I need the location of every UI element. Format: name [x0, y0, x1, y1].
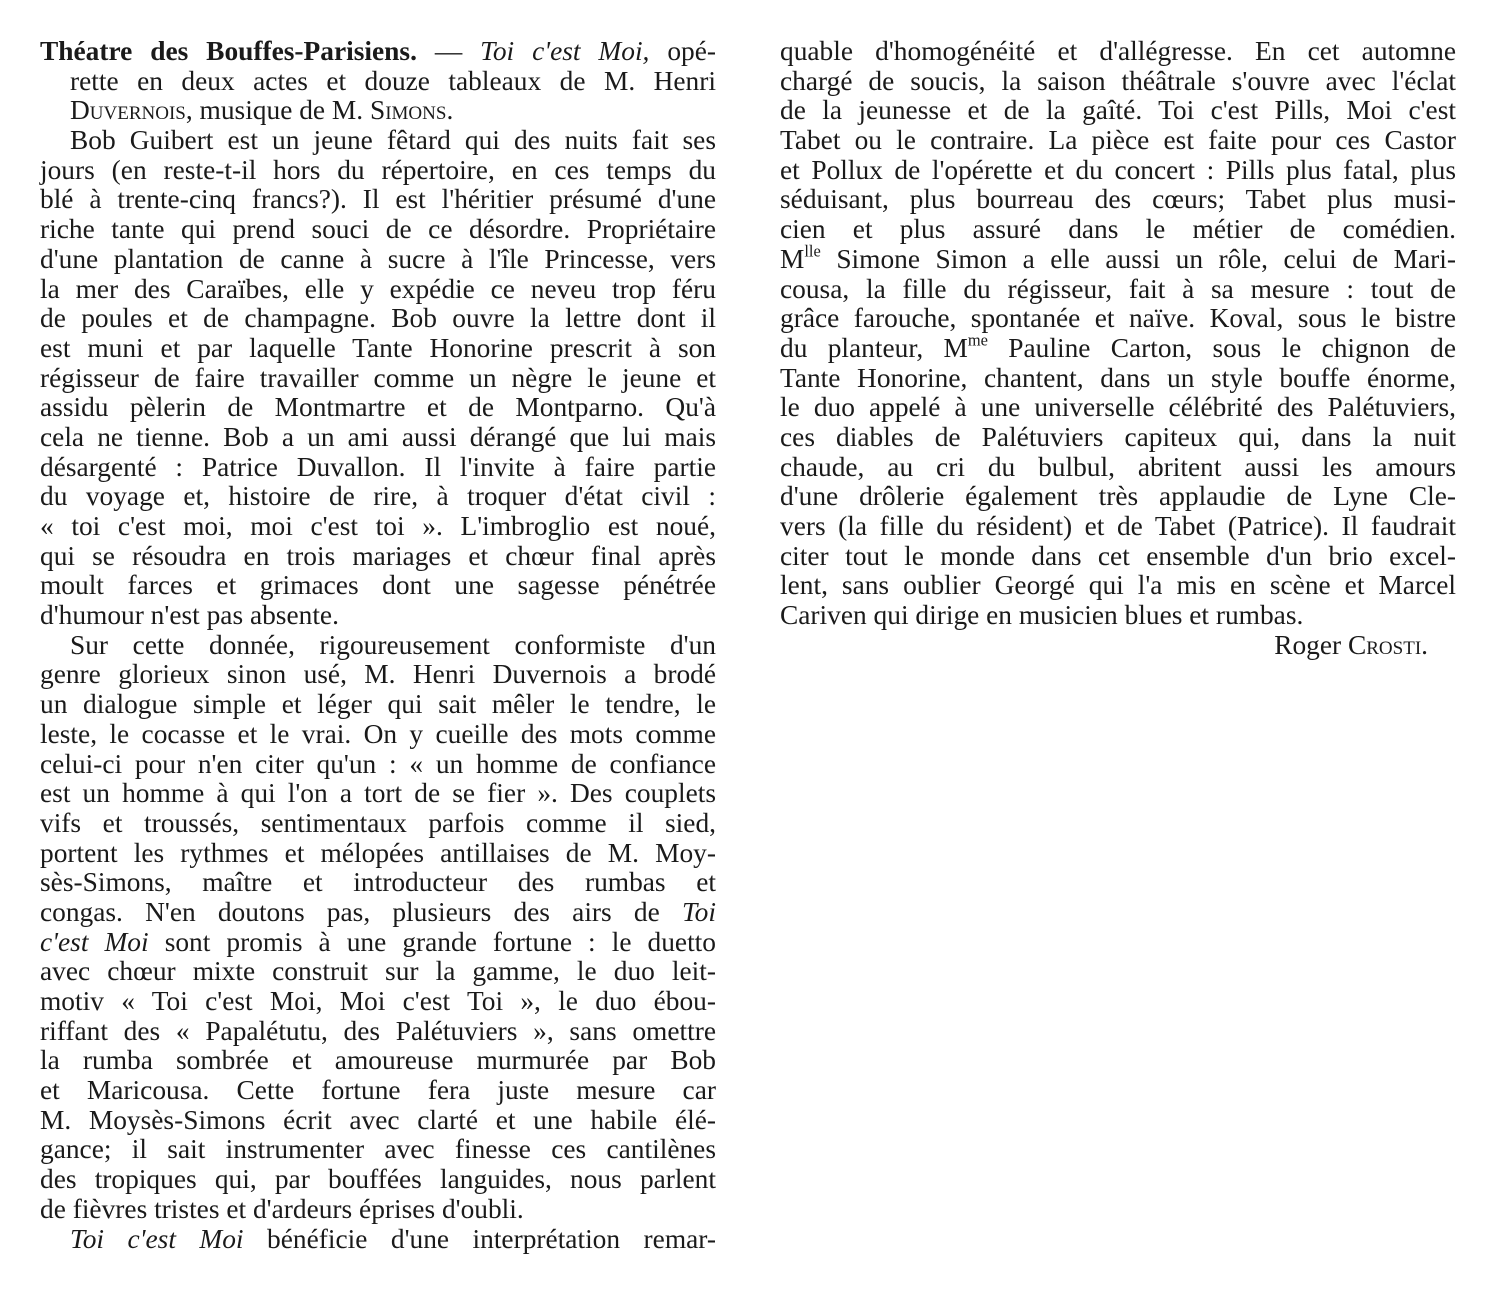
heading-dash: —	[416, 36, 481, 66]
text-line: vers (la fille du résident) et de Tabet (Patrice). Il faudrait	[780, 511, 1456, 541]
text-line: avec chœur mixte construit sur la gamme, le duo leit-	[40, 956, 716, 987]
text-line: est un homme à qui l'on a tort de se fier ». Des couplets	[40, 778, 716, 809]
text-line: la rumba sombrée et amoureuse murmurée par Bob	[40, 1045, 716, 1076]
play-title-ref: c'est Moi	[40, 926, 149, 957]
text-line: riche tante qui prend souci de ce désordre. Propriétaire	[40, 214, 716, 245]
text-line: des tropiques qui, par bouffées languides, nous parlent	[40, 1164, 716, 1195]
text-line: gance; il sait instrumenter avec finesse ces cantilènes	[40, 1134, 716, 1165]
text-line: « toi c'est moi, moi c'est toi ». L'imbroglio est noué,	[40, 511, 716, 541]
text-line: vifs et troussés, sentimentaux parfois comme il sied,	[40, 807, 716, 838]
text-line: qui se résoudra en trois mariages et chœur final après	[40, 540, 716, 571]
text-run: congas. N'en doutons pas, plusieurs des airs de	[40, 896, 660, 927]
honorific: $M^{lle}$	[780, 241, 821, 274]
text-line: cien et plus assuré dans le métier de comédien.	[780, 214, 1456, 245]
text-line	[40, 1225, 716, 1255]
text-line: riffant des « Papalétutu, des Palétuviers », sans omettre	[40, 1015, 716, 1046]
text-line: cela ne tienne. Bob a un ami aussi dérangé que lui mais	[40, 421, 716, 452]
text-line: lent, sans oublier Georgé qui l'a mis en scène et Marcel	[780, 570, 1456, 601]
text-line: de fièvres tristes et d'ardeurs éprises d'oubli.	[40, 1193, 524, 1224]
text-line: chaude, au cri du bulbul, abritent aussi les amours	[780, 451, 1456, 482]
text-line: sès-Simons, maître et introducteur des rumbas et	[40, 867, 716, 898]
text-line: motiv « Toi c'est Moi, Moi c'est Toi », le duo ébou-	[40, 986, 716, 1016]
text-line: portent les rythmes et mélopées antillaises de M. Moy-	[40, 837, 716, 868]
text-run: du planteur,	[780, 332, 924, 363]
article-heading-line-1	[40, 37, 716, 67]
text-line: chargé de soucis, la saison théâtrale s'ouvre avec l'éclat	[780, 65, 1456, 96]
heading-text: .	[446, 95, 454, 126]
text-line: moult farces et grimaces dont une sagesse pénétrée	[40, 570, 716, 601]
text-line: Cariven qui dirige en musicien blues et rumbas.	[780, 600, 1304, 631]
text-line: du voyage et, histoire de rire, à troquer d'état civil :	[40, 481, 716, 512]
play-title: Toi c'est Moi,	[480, 36, 650, 66]
signature-first-name: Roger	[1274, 629, 1348, 660]
text-line	[40, 898, 716, 928]
venue-name: Théatre des Bouffes-Parisiens.	[40, 36, 417, 66]
text-line: quable d'homogénéité et d'allégresse. En cet automne	[780, 36, 1456, 66]
text-line: cousa, la fille du régisseur, fait à sa mesure : tout de	[780, 273, 1456, 304]
play-title-ref: Toi c'est Moi	[70, 1223, 244, 1254]
text-line	[780, 330, 1456, 364]
text-run: Pauline Carton, sous le chignon de	[1008, 332, 1456, 363]
text-line: jours (en reste-t-il hors du répertoire, en ces temps du	[40, 154, 716, 185]
text-line	[40, 928, 716, 958]
text-line: leste, le cocasse et le vrai. On y cueille des mots comme	[40, 718, 716, 749]
text-line: de poules et de champagne. Bob ouvre la lettre dont il	[40, 303, 716, 334]
text-line: et Maricousa. Cette fortune fera juste mesure car	[40, 1075, 716, 1106]
text-line: le duo appelé à une universelle célébrité des Palétuviers,	[780, 392, 1456, 423]
text-line: assidu pèlerin de Montmartre et de Montparno. Qu'à	[40, 392, 716, 423]
text-line: un dialogue simple et léger qui sait mêler le tendre, le	[40, 689, 716, 720]
heading-text: opé-	[649, 36, 716, 66]
text-line: genre glorieux sinon usé, M. Henri Duvernois a brodé	[40, 659, 716, 690]
signature-last-name: Crosti.	[1347, 629, 1428, 660]
play-title-ref: Toi	[681, 896, 716, 927]
text-line: blé à trente-cinq francs?). Il est l'héritier présumé d'une	[40, 184, 716, 215]
composer-name: Simons	[369, 95, 447, 126]
author-signature	[780, 631, 1456, 661]
text-line: citer tout le monde dans cet ensemble d'un brio excel-	[780, 540, 1456, 571]
heading-text: , musique de M.	[185, 95, 370, 126]
text-line: Sur cette donnée, rigoureusement conformiste d'un	[70, 629, 716, 660]
right-column	[780, 37, 1456, 660]
text-line	[780, 241, 1456, 275]
left-column	[40, 37, 716, 1254]
author-name: Duvernois	[70, 95, 186, 126]
text-line: Bob Guibert est un jeune fêtard qui des nuits fait ses	[70, 125, 716, 156]
text-line: régisseur de faire travailler comme un nègre le jeune et	[40, 362, 716, 393]
text-line: Tabet ou le contraire. La pièce est faite pour ces Castor	[780, 125, 1456, 156]
text-line: désargenté : Patrice Duvallon. Il l'invite à faire partie	[40, 451, 716, 482]
article-heading-line-2: rette en deux actes et douze tableaux de M. Henri	[70, 65, 716, 96]
text-line: Tante Honorine, chantent, dans un style bouffe énorme,	[780, 362, 1456, 393]
text-line: la mer des Caraïbes, elle y expédie ce neveu trop féru	[40, 273, 716, 304]
text-line: et Pollux de l'opérette et du concert : Pills plus fatal, plus	[780, 154, 1456, 185]
text-run: Simone Simon a elle aussi un rôle, celui de Mari-	[836, 243, 1456, 274]
text-line: M. Moysès-Simons écrit avec clarté et une habile élé-	[40, 1104, 716, 1135]
text-run: sont promis à une grande fortune : le duetto	[164, 926, 716, 957]
text-line: est muni et par laquelle Tante Honorine prescrit à son	[40, 332, 716, 363]
text-line: d'humour n'est pas absente.	[40, 600, 339, 631]
text-line: grâce farouche, spontanée et naïve. Koval, sous le bistre	[780, 303, 1456, 334]
text-line: ces diables de Palétuviers capiteux qui, dans la nuit	[780, 421, 1456, 452]
article-heading-line-3	[40, 96, 716, 126]
honorific: $M^{me}$	[943, 330, 988, 363]
text-line: séduisant, plus bourreau des cœurs; Tabet plus musi-	[780, 184, 1456, 215]
text-line: d'une drôlerie également très applaudie de Lyne Cle-	[780, 481, 1456, 512]
text-line: celui-ci pour n'en citer qu'un : « un homme de confiance	[40, 748, 716, 779]
text-line: d'une plantation de canne à sucre à l'île Princesse, vers	[40, 243, 716, 274]
text-run: bénéficie d'une interprétation remar-	[267, 1223, 716, 1254]
text-line: de la jeunesse et de la gaîté. Toi c'est Pills, Moi c'est	[780, 95, 1456, 126]
